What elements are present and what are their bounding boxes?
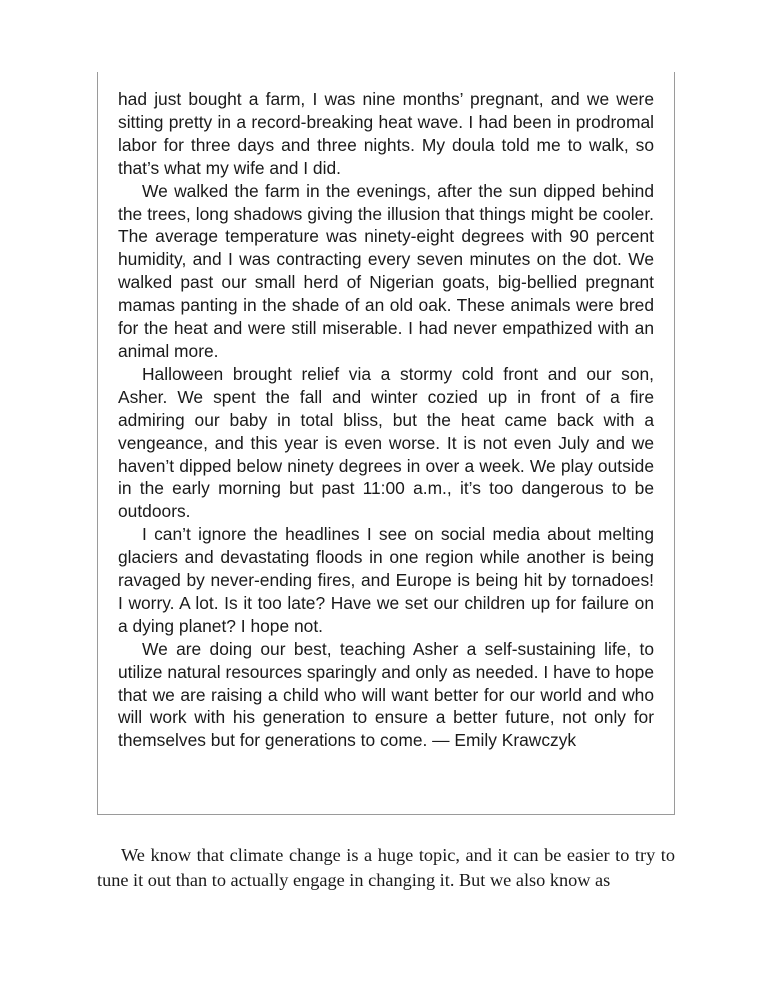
testimonial-sidebar: [97, 72, 675, 815]
sidebar-paragraph-4: I can’t ignore the headlines I see on social media about melting glaciers and devastating floods in one region while another is being ravaged by never-ending fires, and Europe is being hit by tornadoes! I worry. A lot. Is it too late? Have we set our children up for failure on a dying planet? I hope not.: [118, 524, 654, 636]
sidebar-paragraph-2: We walked the farm in the evenings, after the sun dipped behind the trees, long shadows giving the illusion that things might be cooler. The average temperature was ninety-eight degrees with 90 percent humidity, and I was contracting every seven minutes on the dot. We walked past our small herd of Nigerian goats, big-bellied pregnant mamas panting in the shade of an old oak. These animals were bred for the heat and were still miserable. I had never empathized with an animal more.: [118, 180, 654, 361]
sidebar-paragraph-5: We are doing our best, teaching Asher a self-sustaining life, to utilize natural resources sparingly and only as needed. I have to hope that we are raising a child who will want better for our world and who will work with his generation to ensure a better future, not only for themselves but for generations to come. — Emily Krawczyk: [118, 638, 654, 751]
sidebar-paragraph-1: had just bought a farm, I was nine months’ pregnant, and we were sitting pretty in a record-breaking heat wave. I had been in prodromal labor for three days and three nights. My doula told me to walk, so that’s what my wife and I did.: [118, 89, 654, 178]
body-paragraph: We know that climate change is a huge topic, and it can be easier to try to tune it out than to actually engage in changing it. But we also know as: [97, 845, 675, 890]
sidebar-paragraph-3: Halloween brought relief via a stormy cold front and our son, Asher. We spent the fall and winter cozied up in front of a fire admiring our baby in total bliss, but the heat came back with a vengeance, and this year is even worse. It is not even July and we haven’t dipped below ninety degrees in over a week. We play outside in the early morning but past 11:00 a.m., it’s too dangerous to be outdoors.: [118, 363, 654, 522]
